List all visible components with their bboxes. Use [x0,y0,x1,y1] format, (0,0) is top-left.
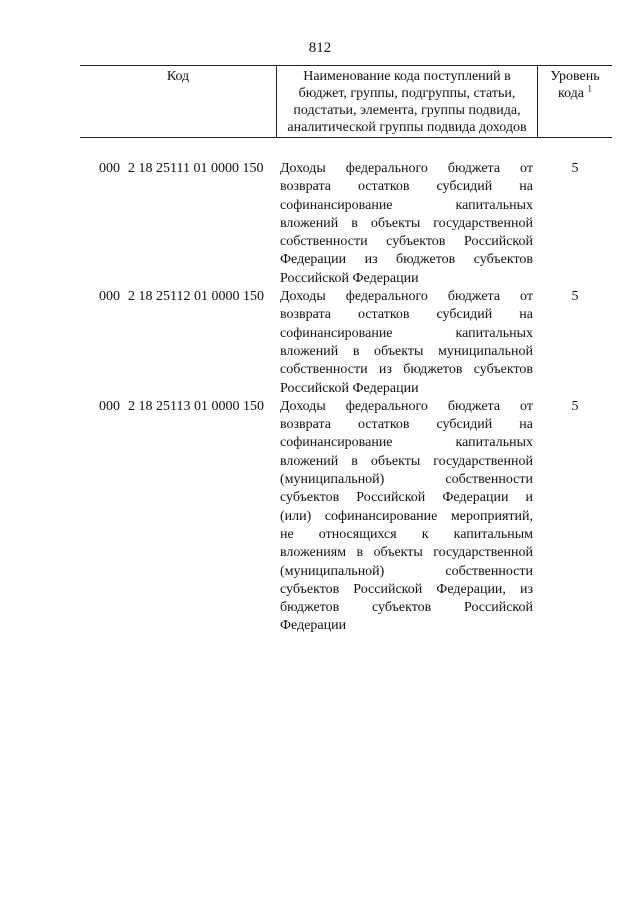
row-name [276,160,538,288]
row-name-line: вложений в объекты государственной [280,453,533,469]
header-level-line1: Уровень [550,69,600,84]
row-name-line: Федерации [280,618,347,634]
row-code: 2 18 25113 01 0000 150 [128,398,264,414]
header-name-line: Наименование кода поступлений в [303,69,511,84]
row-name-line: Доходы федерального бюджета от [280,398,533,414]
row-name-line: субъектов Российской Федерации и [280,490,533,506]
header-name [276,66,538,137]
row-name-line: вложений в объекты муниципальной [280,343,533,359]
row-name-line: Российской Федерации [280,380,419,396]
header-name-line: аналитической группы подвида доходов [287,120,527,135]
row-name-line: собственности субъектов Российской [280,234,533,250]
header-name-line: подстатьи, элемента, группы подвида, [293,103,521,118]
row-level: 5 [571,161,579,176]
row-name-line: (муниципальной) собственности [280,472,533,488]
row-code: 2 18 25112 01 0000 150 [128,289,264,305]
row-name-line: вложений в объекты государственной [280,215,533,231]
header-level-line2 [538,85,612,102]
row-name-line: не относящихся к капитальным [280,526,533,542]
row-name-line: вложениям в объекты государственной [280,545,533,561]
header-level-word: кода [557,86,585,101]
row-name-line: Российской Федерации [280,270,419,286]
row-name-line: софинансирование капитальных [280,197,533,213]
table-header [80,65,612,138]
table-row [80,160,612,288]
row-name-line: Доходы федерального бюджета от [280,289,533,305]
header-code: Код [166,69,190,84]
row-name [276,288,538,398]
row-code: 2 18 25111 01 0000 150 [128,161,264,176]
row-name-line: собственности из бюджетов субъектов [280,362,533,378]
row-prefix: 000 [99,398,120,414]
table-row [80,288,612,398]
row-name-line: (или) софинансирование мероприятий, [280,508,533,524]
row-level: 5 [571,398,579,414]
row-name-line: возврата остатков субсидий на [280,307,533,323]
row-name-line: (муниципальной) собственности [280,563,533,579]
header-name-line: бюджет, группы, подгруппы, статьи, [298,86,516,101]
row-name-line: возврата остатков субсидий на [280,179,533,195]
row-name-line: Доходы федерального бюджета от [280,161,533,176]
row-level: 5 [571,289,579,305]
header-level [538,66,612,137]
table-body [80,160,612,636]
row-name-line: возврата остатков субсидий на [280,417,533,433]
row-name-line: софинансирование капитальных [280,325,533,341]
page-number: 812 [308,40,332,56]
row-name-line: софинансирование капитальных [280,435,533,451]
row-name [276,398,538,636]
row-name-line: бюджетов субъектов Российской [280,600,533,616]
footnote-marker: 1 [587,83,593,94]
row-prefix: 000 [99,161,120,176]
row-name-line: Федерации из бюджетов субъектов [280,252,533,268]
row-prefix: 000 [99,289,120,305]
row-name-line: субъектов Российской Федерации, из [280,581,533,597]
table-row [80,398,612,636]
